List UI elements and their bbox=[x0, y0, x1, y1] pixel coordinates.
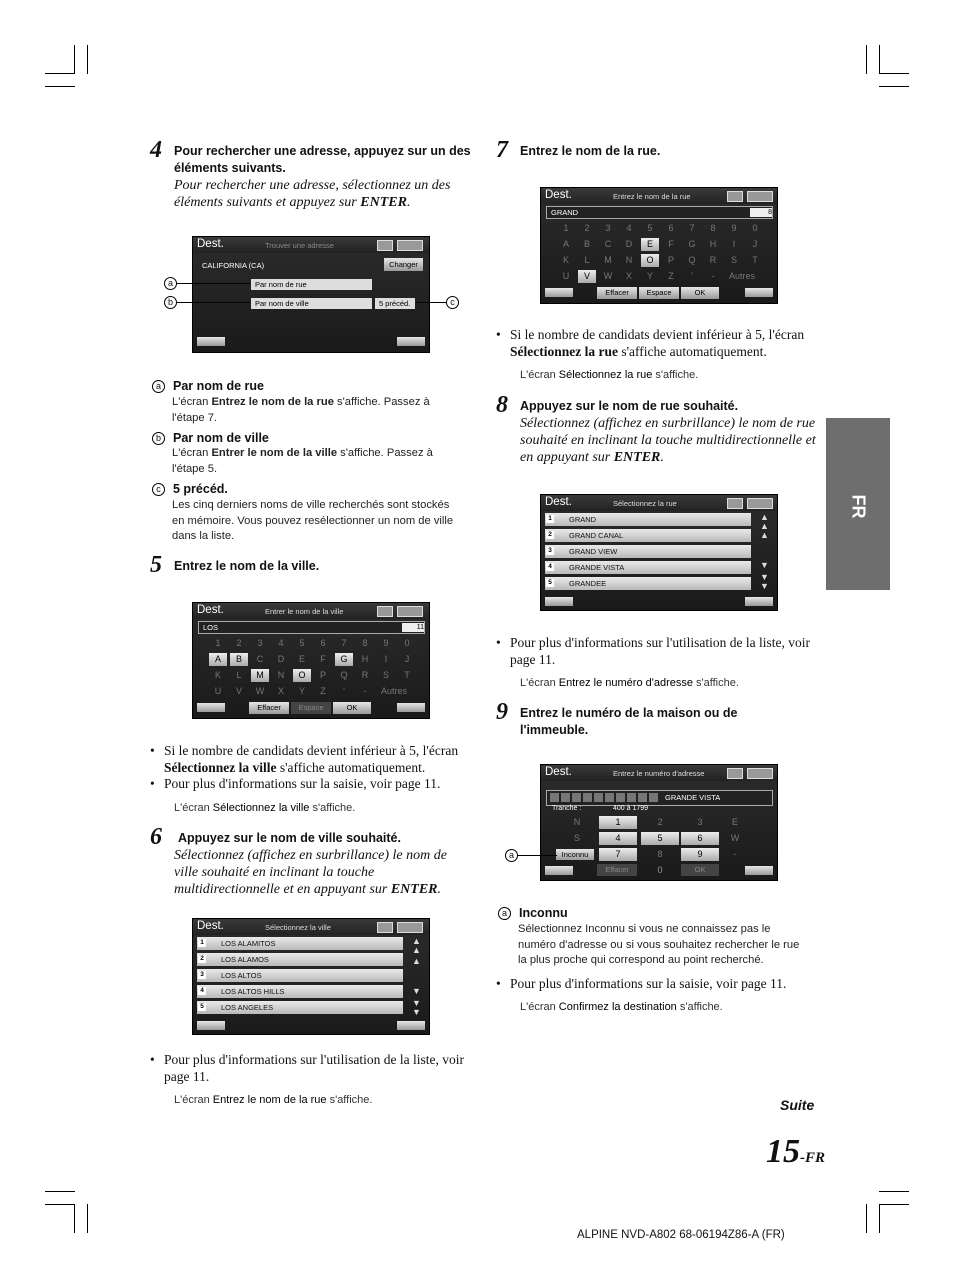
key-k[interactable]: K bbox=[214, 670, 221, 680]
tranche-range: 400 à 1799 bbox=[613, 805, 649, 812]
key-n[interactable]: N bbox=[277, 670, 285, 680]
key-hyphen[interactable]: - bbox=[711, 271, 715, 281]
step-7-bullet: • Si le nombre de candidats devient inférieur à 5, l'écran Sélectionnez la rue s'affiche automatiquement. bbox=[496, 327, 805, 359]
key-6[interactable]: 6 bbox=[320, 638, 326, 648]
page-number: 15-FR bbox=[766, 1133, 826, 1170]
key-p[interactable]: P bbox=[319, 670, 326, 680]
key-5[interactable]: 5 bbox=[641, 832, 679, 845]
back-button[interactable] bbox=[545, 597, 573, 606]
screen-title: Sélectionnez la ville bbox=[265, 923, 331, 932]
key-h[interactable]: H bbox=[361, 654, 369, 664]
callout-a: a bbox=[505, 849, 518, 862]
key-t[interactable]: T bbox=[752, 255, 758, 265]
key-c[interactable]: C bbox=[256, 654, 264, 664]
language-tab-label: FR bbox=[848, 494, 869, 519]
screen-dest-label: Dest. bbox=[545, 189, 572, 201]
key-9[interactable]: 9 bbox=[731, 223, 737, 233]
key-u[interactable]: U bbox=[562, 271, 570, 281]
key-l[interactable]: L bbox=[584, 255, 590, 265]
key-hyphen[interactable]: - bbox=[733, 849, 737, 859]
key-9[interactable]: 9 bbox=[383, 638, 389, 648]
key-7[interactable]: 7 bbox=[341, 638, 347, 648]
key-8[interactable]: 8 bbox=[710, 223, 716, 233]
key-h[interactable]: H bbox=[709, 239, 717, 249]
page-down-icon[interactable]: ▼ ▼ bbox=[412, 998, 421, 1017]
back-button[interactable] bbox=[197, 1021, 225, 1030]
key-t[interactable]: T bbox=[404, 670, 410, 680]
key-r[interactable]: R bbox=[361, 670, 369, 680]
key-3[interactable]: 3 bbox=[697, 817, 703, 827]
key-8[interactable]: 8 bbox=[657, 849, 663, 859]
inconnu-button[interactable]: Inconnu bbox=[556, 849, 594, 860]
list-item[interactable] bbox=[545, 529, 751, 542]
callout-a: a bbox=[164, 277, 177, 290]
callout-leader bbox=[416, 302, 446, 303]
effacer-button[interactable]: Effacer bbox=[249, 702, 289, 714]
screen-dest-label: Dest. bbox=[197, 238, 224, 250]
key-c[interactable]: C bbox=[604, 239, 612, 249]
key-k[interactable]: K bbox=[562, 255, 569, 265]
list-item[interactable] bbox=[545, 577, 751, 590]
key-m[interactable]: M bbox=[251, 669, 269, 682]
key-j[interactable]: J bbox=[752, 239, 758, 249]
screen-enter-city bbox=[192, 602, 430, 719]
key-a[interactable]: A bbox=[562, 239, 569, 249]
step-8-number: 8 bbox=[496, 392, 508, 418]
screen-dest-label: Dest. bbox=[197, 920, 224, 932]
key-l[interactable]: L bbox=[236, 670, 242, 680]
zero-key[interactable]: 0 bbox=[657, 865, 663, 875]
key-s[interactable]: S bbox=[573, 833, 580, 843]
keyboard bbox=[193, 603, 429, 718]
key-j[interactable]: J bbox=[404, 654, 410, 664]
key-d[interactable]: D bbox=[625, 239, 633, 249]
step-7-title: Entrez le nom de la rue. bbox=[520, 144, 661, 158]
back-button[interactable] bbox=[197, 337, 225, 346]
key-d[interactable]: D bbox=[277, 654, 285, 664]
step-6-instruction: Sélectionnez (affichez en surbrillance) le nom de ville souhaité en inclinant la touche multidirectionnelle et en appuyant sur ENTER. bbox=[174, 848, 447, 897]
scroll-up-button[interactable] bbox=[397, 337, 425, 346]
scroll-up-icon[interactable]: ▲ bbox=[412, 956, 421, 966]
list-item-label: LOS ALTOS bbox=[221, 971, 262, 980]
screen-title: Sélectionnez la rue bbox=[613, 499, 677, 508]
list-item-number: 2 bbox=[198, 955, 206, 963]
list-item-number: 2 bbox=[546, 531, 554, 539]
ok-button[interactable]: OK bbox=[333, 702, 371, 714]
effacer-button[interactable]: Effacer bbox=[597, 864, 637, 876]
list-item-number: 4 bbox=[198, 987, 206, 995]
list-item-number: 1 bbox=[198, 939, 206, 947]
step-6-bullet: • Pour plus d'informations sur l'utilisation de la liste, voir page 11. bbox=[150, 1052, 464, 1084]
key-4[interactable]: 4 bbox=[599, 832, 637, 845]
by-city-button[interactable]: Par nom de ville bbox=[251, 298, 372, 309]
callout-leader bbox=[517, 855, 557, 856]
espace-button[interactable]: Espace bbox=[291, 702, 331, 714]
key-y[interactable]: Y bbox=[298, 686, 305, 696]
key-5[interactable]: 5 bbox=[647, 223, 653, 233]
previous-5-button[interactable]: 5 précéd. bbox=[375, 298, 415, 309]
key-o[interactable]: O bbox=[641, 254, 659, 267]
key-e[interactable]: E bbox=[731, 817, 738, 827]
effacer-button[interactable]: Effacer bbox=[597, 287, 637, 299]
item-a-text: L'écran Entrez le nom de la rue s'affiche. Passez à l'étape 7. bbox=[172, 396, 430, 424]
key-apostrophe[interactable]: ' bbox=[691, 271, 693, 281]
key-2[interactable]: 2 bbox=[584, 223, 590, 233]
screen-icon bbox=[377, 240, 393, 251]
key-b[interactable]: B bbox=[583, 239, 590, 249]
list-item[interactable] bbox=[197, 969, 403, 982]
step-7-note: L'écran Sélectionnez la rue s'affiche. bbox=[520, 369, 699, 381]
key-g[interactable]: G bbox=[688, 239, 696, 249]
step-9-number: 9 bbox=[496, 699, 508, 725]
key-m[interactable]: M bbox=[604, 255, 612, 265]
key-z[interactable]: Z bbox=[668, 271, 674, 281]
list-item-label: GRAND bbox=[569, 515, 597, 524]
step-6-note: L'écran Entrez le nom de la rue s'affiche. bbox=[174, 1094, 373, 1106]
screen-enter-street bbox=[540, 187, 778, 304]
key-s[interactable]: S bbox=[730, 255, 737, 265]
list-item[interactable] bbox=[197, 953, 403, 966]
step-9-title: Entrez le numéro de la maison ou de l'immeuble. bbox=[520, 706, 738, 737]
tranche-label: Tranche : bbox=[552, 805, 582, 812]
model-reference: ALPINE NVD-A802 68-06194Z86-A (FR) bbox=[577, 1229, 785, 1241]
suite-label: Suite bbox=[780, 1097, 815, 1113]
key-1[interactable]: 1 bbox=[215, 638, 221, 648]
back-button[interactable] bbox=[197, 703, 225, 712]
key-v[interactable]: V bbox=[578, 270, 596, 283]
key-9[interactable]: 9 bbox=[681, 848, 719, 861]
list-item-label: GRAND CANAL bbox=[569, 531, 624, 540]
step-8-instruction: Sélectionnez (affichez en surbrillance) le nom de rue souhaité en inclinant la touche multidirectionnelle et en appuyant sur ENTER. bbox=[520, 416, 816, 465]
screen-title: Entrez le numéro d'adresse bbox=[613, 769, 705, 778]
step-5-number: 5 bbox=[150, 552, 162, 578]
key-p[interactable]: P bbox=[667, 255, 674, 265]
list-item-label: GRAND VIEW bbox=[569, 547, 618, 556]
key-4[interactable]: 4 bbox=[626, 223, 632, 233]
key-q[interactable]: Q bbox=[688, 255, 696, 265]
screen-title: Trouver une adresse bbox=[265, 241, 334, 250]
step-5-title: Entrez le nom de la ville. bbox=[174, 559, 320, 573]
screen-dest-label: Dest. bbox=[197, 604, 224, 616]
list-item[interactable] bbox=[197, 985, 403, 998]
scroll-down-icon[interactable]: ▼ bbox=[760, 560, 769, 570]
key-x[interactable]: X bbox=[625, 271, 632, 281]
back-button[interactable] bbox=[545, 288, 573, 297]
step-5-bullet-2: • Pour plus d'informations sur la saisie, voir page 11. bbox=[150, 776, 441, 791]
step-9-note: L'écran Confirmez la destination s'affiche. bbox=[520, 1001, 723, 1013]
page-down-icon[interactable]: ▼ ▼ bbox=[760, 572, 769, 591]
key-5[interactable]: 5 bbox=[299, 638, 305, 648]
scroll-up-button[interactable] bbox=[745, 866, 773, 875]
list-item[interactable] bbox=[197, 1001, 403, 1014]
list-item[interactable] bbox=[545, 545, 751, 558]
key-7[interactable]: 7 bbox=[599, 848, 637, 861]
list-item-number: 4 bbox=[546, 563, 554, 571]
key-6[interactable]: 6 bbox=[681, 832, 719, 845]
step-8-title: Appuyez sur le nom de rue souhaité. bbox=[520, 399, 739, 413]
screen-find-address bbox=[192, 236, 430, 353]
callout-leader bbox=[176, 302, 250, 303]
screen-enter-address-number bbox=[540, 764, 778, 881]
key-f[interactable]: F bbox=[320, 654, 326, 664]
key-w[interactable]: W bbox=[730, 833, 740, 843]
key-apostrophe[interactable]: ' bbox=[343, 686, 345, 696]
list-item[interactable] bbox=[545, 561, 751, 574]
candidate-count: 8 bbox=[750, 208, 772, 217]
street-name: GRANDE VISTA bbox=[665, 793, 721, 802]
key-y[interactable]: Y bbox=[646, 271, 653, 281]
key-q[interactable]: Q bbox=[340, 670, 348, 680]
key-1[interactable]: 1 bbox=[563, 223, 569, 233]
step-7-number: 7 bbox=[496, 137, 508, 163]
key-i[interactable]: I bbox=[732, 239, 736, 249]
list-item-number: 3 bbox=[198, 971, 206, 979]
item-c-text: Les cinq derniers noms de ville recherchés sont stockés en mémoire. Vous pouvez resélectionner un nom de ville dans la liste. bbox=[172, 499, 454, 542]
item-b-text: L'écran Entrer le nom de la ville s'affiche. Passez à l'étape 5. bbox=[172, 447, 433, 475]
key-e[interactable]: E bbox=[298, 654, 305, 664]
key-r[interactable]: R bbox=[709, 255, 717, 265]
key-o[interactable]: O bbox=[293, 669, 311, 682]
key-1[interactable]: 1 bbox=[599, 816, 637, 829]
scroll-down-icon[interactable]: ▼ bbox=[412, 986, 421, 996]
key-e[interactable]: E bbox=[641, 238, 659, 251]
key-n[interactable]: N bbox=[625, 255, 633, 265]
key-z[interactable]: Z bbox=[320, 686, 326, 696]
list-item-label: GRANDEE bbox=[569, 579, 607, 588]
key-4[interactable]: 4 bbox=[278, 638, 284, 648]
key-autres[interactable]: Autres bbox=[380, 686, 407, 696]
key-b[interactable]: B bbox=[230, 653, 248, 666]
key-hyphen[interactable]: - bbox=[363, 686, 367, 696]
key-autres[interactable]: Autres bbox=[728, 271, 755, 281]
key-0[interactable]: 0 bbox=[752, 223, 758, 233]
key-u[interactable]: U bbox=[214, 686, 222, 696]
list-item[interactable] bbox=[197, 937, 403, 950]
street-list bbox=[541, 495, 777, 610]
item-c-heading: c 5 précéd. bbox=[152, 481, 228, 497]
key-8[interactable]: 8 bbox=[362, 638, 368, 648]
key-w[interactable]: W bbox=[255, 686, 265, 696]
screen-title: Entrer le nom de la ville bbox=[265, 607, 344, 616]
inconnu-heading: a Inconnu bbox=[498, 905, 568, 921]
step-9-bullet: • Pour plus d'informations sur la saisie, voir page 11. bbox=[496, 976, 787, 991]
page-up-icon[interactable]: ▲ ▲ bbox=[412, 936, 421, 955]
scroll-up-button[interactable] bbox=[397, 1021, 425, 1030]
list-item-number: 3 bbox=[546, 547, 554, 555]
list-item[interactable] bbox=[545, 513, 751, 526]
key-f[interactable]: F bbox=[668, 239, 674, 249]
scroll-up-button[interactable] bbox=[745, 288, 773, 297]
candidate-count: 11 bbox=[402, 623, 424, 632]
key-2[interactable]: 2 bbox=[657, 817, 663, 827]
ok-button[interactable]: OK bbox=[681, 864, 719, 876]
list-item-label: LOS ALAMITOS bbox=[221, 939, 276, 948]
step-5-bullet-1: • Si le nombre de candidats devient inférieur à 5, l'écran Sélectionnez la ville s'affiche automatiquement. bbox=[150, 743, 459, 775]
list-item-number: 5 bbox=[546, 579, 554, 587]
language-tab bbox=[826, 418, 890, 590]
back-button[interactable] bbox=[545, 866, 573, 875]
key-n[interactable]: N bbox=[573, 817, 581, 827]
key-g[interactable]: G bbox=[335, 653, 353, 666]
changer-button[interactable]: Changer bbox=[384, 258, 423, 271]
key-3[interactable]: 3 bbox=[257, 638, 263, 648]
list-item-label: LOS ALTOS HILLS bbox=[221, 987, 285, 996]
list-item-label: GRANDE VISTA bbox=[569, 563, 625, 572]
scroll-up-icon[interactable]: ▲ bbox=[760, 530, 769, 540]
screen-select-street bbox=[540, 494, 778, 611]
step-4-title: Pour rechercher une adresse, appuyez sur un des éléments suivants. bbox=[174, 144, 471, 175]
scroll-up-button[interactable] bbox=[745, 597, 773, 606]
city-list bbox=[193, 919, 429, 1034]
inconnu-text: Sélectionnez Inconnu si vous ne connaissez pas le numéro d'adresse ou si vous souhaitez rechercher le rue la plus proche qui correspond au point recherché. bbox=[518, 923, 800, 966]
item-b-heading: b Par nom de ville bbox=[152, 430, 269, 446]
step-4-instruction: Pour rechercher une adresse, sélectionnez un des éléments suivants et appuyez sur ENTER. bbox=[174, 178, 451, 210]
ok-button[interactable]: OK bbox=[681, 287, 719, 299]
by-street-button[interactable]: Par nom de rue bbox=[251, 279, 372, 290]
key-0[interactable]: 0 bbox=[404, 638, 410, 648]
screen-title: Entrez le nom de la rue bbox=[613, 192, 691, 201]
step-5-note: L'écran Sélectionnez la ville s'affiche. bbox=[174, 802, 356, 814]
step-4-number: 4 bbox=[150, 137, 162, 163]
state-label: CALIFORNIA (CA) bbox=[202, 261, 265, 270]
step-8-note: L'écran Entrez le numéro d'adresse s'affiche. bbox=[520, 677, 739, 689]
key-a[interactable]: A bbox=[209, 653, 227, 666]
item-a-heading: a Par nom de rue bbox=[152, 378, 264, 394]
city-input-value: LOS bbox=[203, 623, 219, 632]
key-x[interactable]: X bbox=[277, 686, 284, 696]
step-8-bullet: • Pour plus d'informations sur l'utilisation de la liste, voir page 11. bbox=[496, 635, 810, 667]
key-2[interactable]: 2 bbox=[236, 638, 242, 648]
scroll-up-button[interactable] bbox=[397, 703, 425, 712]
screen-dest-label: Dest. bbox=[545, 766, 572, 778]
list-item-number: 1 bbox=[546, 515, 554, 523]
callout-leader bbox=[176, 283, 250, 284]
screen-dest-label: Dest. bbox=[545, 496, 572, 508]
page-up-icon[interactable]: ▲ ▲ bbox=[760, 512, 769, 531]
screen-icon bbox=[397, 240, 423, 251]
step-6-number: 6 bbox=[150, 824, 162, 850]
key-w[interactable]: W bbox=[603, 271, 613, 281]
step-6-title: Appuyez sur le nom de ville souhaité. bbox=[178, 831, 401, 845]
key-s[interactable]: S bbox=[382, 670, 389, 680]
list-item-number: 5 bbox=[198, 1003, 206, 1011]
number-keypad bbox=[541, 765, 777, 880]
espace-button[interactable]: Espace bbox=[639, 287, 679, 299]
keyboard bbox=[541, 188, 777, 303]
key-6[interactable]: 6 bbox=[668, 223, 674, 233]
list-item-label: LOS ALAMOS bbox=[221, 955, 269, 964]
key-v[interactable]: V bbox=[235, 686, 242, 696]
list-item-label: LOS ANGELES bbox=[221, 1003, 274, 1012]
callout-c: c bbox=[446, 296, 459, 309]
screen-select-city bbox=[192, 918, 430, 1035]
street-input-value: GRAND bbox=[551, 208, 579, 217]
callout-b: b bbox=[164, 296, 177, 309]
key-7[interactable]: 7 bbox=[689, 223, 695, 233]
key-3[interactable]: 3 bbox=[605, 223, 611, 233]
key-i[interactable]: I bbox=[384, 654, 388, 664]
